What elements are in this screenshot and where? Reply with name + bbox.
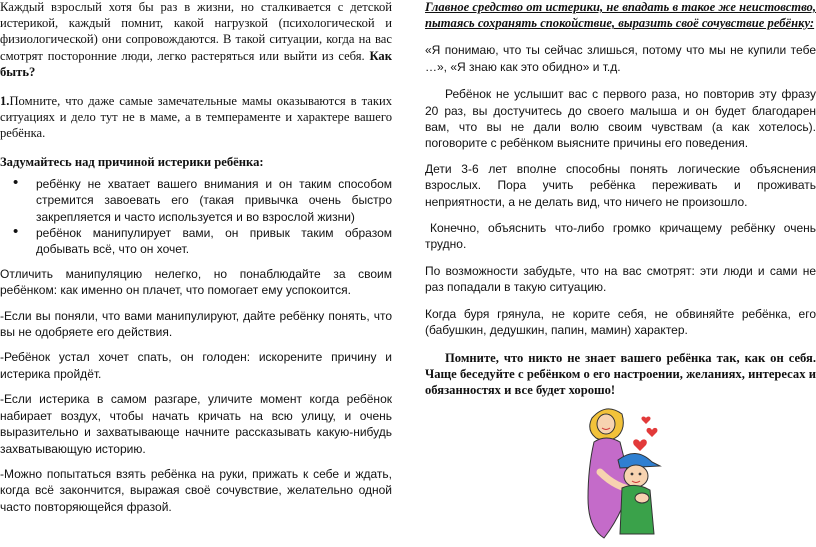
main-remedy-heading: Главное средство от истерики, не впадать в такое же неистовство, пытаясь сохранять спокойствие, выразить своё сочувствие ребёнку: (425, 0, 816, 31)
storm-paragraph: Когда буря грянула, не корите себя, не обвиняйте ребёнка, его (бабушкин, дедушкин, папин, мамин) характер. (425, 306, 816, 338)
mother-hugging-child-illustration (580, 402, 670, 542)
manipulation-paragraph: Отличить манипуляцию нелегко, но понаблюдайте за своим ребёнком: как именно он плачет, что помогает ему успокоится. (0, 266, 392, 298)
peak-hysteria-paragraph: -Если истерика в самом разгаре, уличите момент когда ребёнок набирает воздух, чтобы начать кричать на всю улицу, и очень выразительно и захватывающе начните рассказывать какую-нибудь захватывающую историю. (0, 392, 392, 456)
kids-logic-paragraph: Дети 3-6 лет вполне способны понять логические объяснения взрослых. Пора учить ребёнка переживать и проживать неприятности, а не делать вид, что ничего не произошло. (425, 161, 816, 209)
intro-text: Каждый взрослый хотя бы раз в жизни, но сталкивается с детской истерикой, каждый помнит, какой нагрузкой (психологической и физиологической) они сопровождаются. В такой ситуации, когда на вас смотрят посторонние люди, легко растеряться или выйти из себя. (0, 0, 392, 63)
sympathy-quote: «Я понимаю, что ты сейчас злишься, потому что мы не купили тебе …», «Я знаю как это обидно» и т.д. (425, 43, 816, 74)
point-1-number: 1. (0, 94, 10, 109)
tired-paragraph: -Ребёнок устал хочет спать, он голоден: искорените причину и истерика пройдёт. (0, 350, 392, 381)
cause-heading: Задумайтесь над причиной истерики ребёнка: (0, 154, 264, 169)
final-paragraph: Помните, что никто не знает вашего ребёнка так, как он себя. Чаще беседуйте с ребёнком о его настроении, желаниях, интересах и обязанностях и все будет хорошо! (425, 350, 816, 397)
cause-list (0, 176, 392, 258)
intro-question: Как быть? (0, 48, 392, 79)
onlookers-paragraph: По возможности забудьте, что на вас смотрят: эти люди и сами не раз попадали в такую ситуацию. (425, 263, 816, 295)
intro-paragraph (0, 0, 392, 80)
repeat-paragraph: Ребёнок не услышит вас с первого раза, но повторив эту фразу 20 раз, вы достучитесь до своего малыша и он будет благодарен вам, что вы не дали волю своим чувствам (а как хотелось). поговорите с ребёнком выясните причины его поведения. (425, 87, 816, 151)
if-manipulated-paragraph: -Если вы поняли, что вами манипулируют, дайте ребёнку понять, что вы не одобряете его действия. (0, 308, 392, 340)
list-item: • ребёнку не хватает вашего внимания и он таким способом стремится завоевать его (такая привычка очень быстро закрепляется и часто используется и во взрослой жизни) (0, 176, 392, 225)
left-column (0, 0, 392, 515)
right-column (425, 0, 816, 398)
shouting-paragraph: Конечно, объяснить что-либо громко кричащему ребёнку очень трудно. (425, 221, 816, 252)
point-1-text: Помните, что даже самые замечательные мамы оказываются в таких ситуациях и дело тут не в маме, а в темпераменте и характере вашего ребёнка. (0, 94, 392, 141)
list-item: • ребёнок манипулирует вами, он привык таким образом добывать всё, что он хочет. (0, 225, 392, 258)
point-1-paragraph (0, 93, 392, 142)
hug-paragraph: -Можно попытаться взять ребёнка на руки, прижать к себе и ждать, когда всё закончится, выражая своё сочувствие, желательно одной часто повторяющейся фразой. (0, 466, 392, 514)
